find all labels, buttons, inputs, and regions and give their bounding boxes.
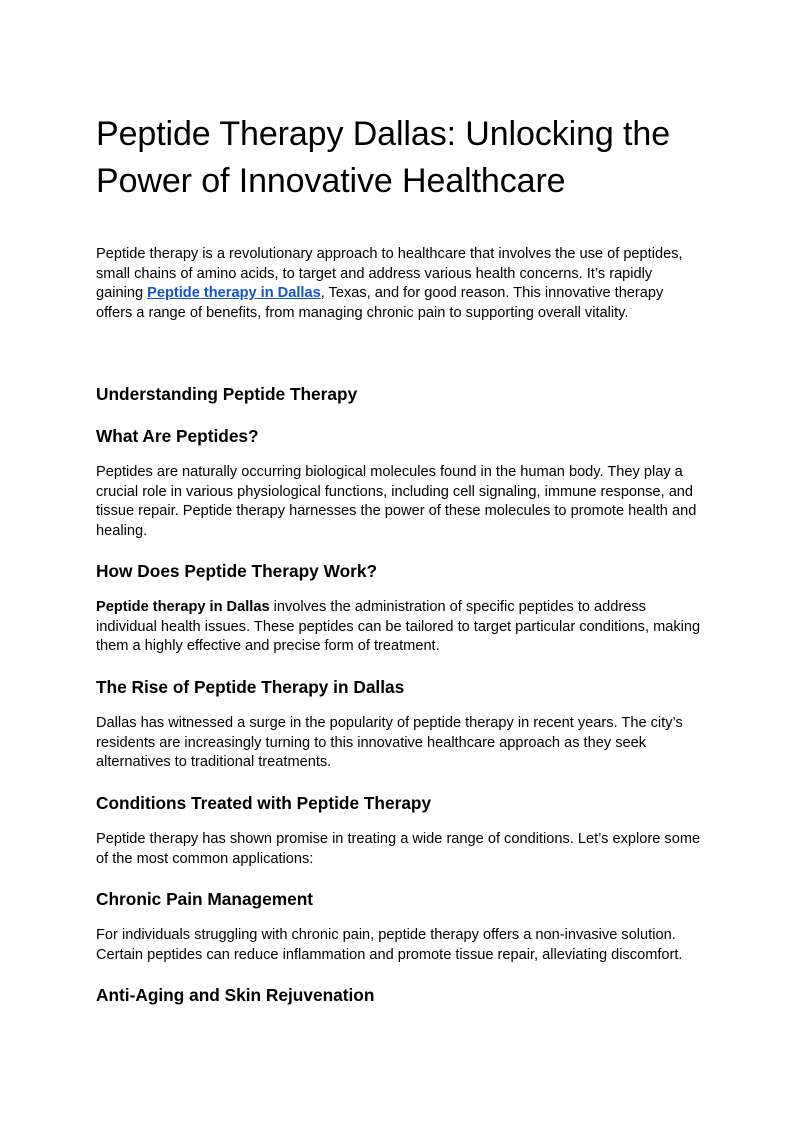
paragraph-rise-in-dallas: Dallas has witnessed a surge in the popularity of peptide therapy in recent years. The city’s residents are increasingly turning to this innovative healthcare approach as they seek alternatives to traditional treatments. [96,715,683,770]
heading-conditions-treated: Conditions Treated with Peptide Therapy [96,793,432,813]
heading-anti-aging: Anti-Aging and Skin Rejuvenation [96,985,375,1005]
heading-understanding-peptide-therapy: Understanding Peptide Therapy [96,384,358,404]
intro-text-after-link: , Texas, and for good reason. This innovative therapy offers a range of benefits, from managing chronic pain to supporting overall vitality. [96,285,664,321]
bold-lead-peptide-therapy-dallas: Peptide therapy in Dallas [96,599,270,615]
paragraph-chronic-pain: For individuals struggling with chronic pain, peptide therapy offers a non-invasive solution. Certain peptides can reduce inflammation and promote tissue repair, alleviating discomfort. [96,927,683,963]
peptide-therapy-dallas-link[interactable]: Peptide therapy in Dallas [147,285,321,301]
intro-paragraph [96,245,701,323]
heading-chronic-pain-management: Chronic Pain Management [96,889,314,909]
heading-what-are-peptides: What Are Peptides? [96,426,259,446]
how-it-works-body: involves the administration of specific peptides to address individual health issues. These peptides can be tailored to target particular conditions, making them a highly effective and precise form of treatment. [96,599,701,654]
intro-text-before-link: Peptide therapy is a revolutionary approach to healthcare that involves the use of peptides, small chains of amino acids, to target and address various health concerns. It’s rapidly gaining [96,246,683,301]
heading-how-does-peptide-therapy-work: How Does Peptide Therapy Work? [96,561,378,581]
paragraph-conditions: Peptide therapy has shown promise in treating a wide range of conditions. Let’s explore some of the most common applications: [96,831,701,867]
paragraph-what-are-peptides: Peptides are naturally occurring biological molecules found in the human body. They play a crucial role in various physiological functions, including cell signaling, immune response, and tissue repair. Peptide therapy harnesses the power of these molecules to promote health and healing. [96,464,697,539]
heading-rise-of-peptide-therapy: The Rise of Peptide Therapy in Dallas [96,677,405,697]
paragraph-how-it-works [96,598,701,657]
document-title: Peptide Therapy Dallas: Unlocking the Power of Innovative Healthcare [96,115,671,200]
